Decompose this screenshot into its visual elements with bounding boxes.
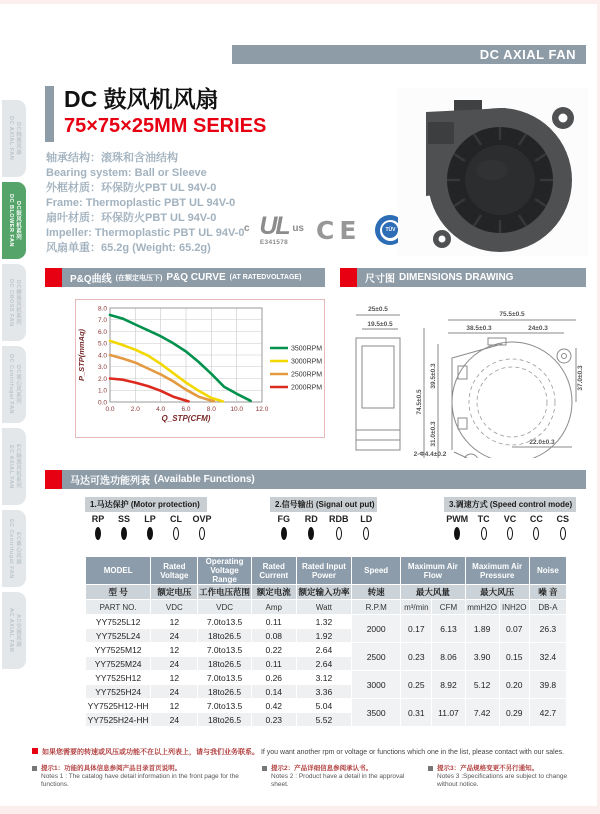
spec-line: 外框材质：环保防火PBT UL 94V-0 <box>46 182 217 194</box>
table-header-zh: 型 号 <box>86 585 150 599</box>
table-unit-header: R.P.M <box>352 600 400 614</box>
function-dot-cell <box>497 527 523 540</box>
title-accent-bar <box>45 86 54 142</box>
section-accent <box>340 268 357 287</box>
sidebar-tab-dc-centrifugal-fan[interactable] <box>2 346 26 423</box>
function-code-rdb: RDB <box>329 514 349 524</box>
table-cell-merged: 8.06 <box>432 643 464 670</box>
y-axis-tick: 7.0 <box>97 317 107 325</box>
table-cell-merged: 0.23 <box>401 643 431 670</box>
table-cell: YY7525H12-HH <box>87 700 149 711</box>
function-columns <box>270 512 380 527</box>
tab-label-zh: DC轴流风扇 <box>15 122 21 155</box>
dot-open-icon <box>336 527 342 540</box>
spec-line: Frame: Thermoplastic PBT UL 94V-0 <box>46 197 236 209</box>
table-cell: 7.0to13.5 <box>198 643 250 656</box>
dot-filled-icon <box>308 527 314 540</box>
table-cell-merged: 7.42 <box>466 699 499 726</box>
y-axis-tick: 3.0 <box>97 364 107 372</box>
ul-file-number: E341578 <box>259 239 289 246</box>
function-dots <box>444 527 576 540</box>
table-cell: 7.0to13.5 <box>198 671 250 684</box>
legend-label: 3500RPM <box>291 345 323 353</box>
ul-us-label: us <box>292 223 304 234</box>
tab-label-en: AC AXIAL FAN <box>8 608 14 653</box>
function-code-tc: TC <box>477 514 490 524</box>
title-block <box>45 86 266 142</box>
spec-line: 风扇单重：65.2g (Weight: 65.2g) <box>46 242 211 254</box>
table-cell: YY7525L12 <box>86 615 150 628</box>
table-cell-merged: 0.20 <box>500 671 529 698</box>
section-bar <box>357 268 586 287</box>
tab-label-en: DC AXIAL FAN <box>8 116 14 161</box>
table-unit-header: VDC <box>198 600 250 614</box>
sidebar-tab-ac-axial-fan[interactable] <box>2 592 26 669</box>
function-dot-cell <box>189 527 215 540</box>
note-en: Notes 1 : The catalog have detail information in the front page for the functions. <box>41 773 239 788</box>
function-code-ld: LD <box>360 514 373 524</box>
pq-curve-chart <box>75 299 325 438</box>
section-header-pq-curve <box>45 268 325 287</box>
legend-label: 2500RPM <box>291 371 323 379</box>
table-cell: 0.14 <box>252 685 296 698</box>
table-header-en: Rated Current <box>252 557 296 584</box>
ul-monogram: UL <box>259 212 289 240</box>
function-dot-cell <box>523 527 549 540</box>
dot-open-icon <box>199 527 205 540</box>
table-header-zh: 最大风压 <box>466 585 529 599</box>
function-dot-cell <box>325 527 353 540</box>
x-axis-tick: 4.0 <box>156 406 166 413</box>
section-header-dimensions <box>340 268 586 287</box>
function-code-vc: VC <box>503 514 517 524</box>
table-header-en: Rated Input Power <box>297 557 351 584</box>
table-cell: YY7525M24 <box>86 657 150 670</box>
dim-h2: 31.0±0.3 <box>430 421 437 447</box>
dim-height-left: 74.5±0.5 <box>416 389 423 415</box>
dot-filled-icon <box>281 527 287 540</box>
note-en: Notes 2 : Product have a detail in the approval sheet. <box>271 773 405 788</box>
dot-open-icon <box>560 527 566 540</box>
tab-label-en: DC BLOWER FAN <box>8 194 14 247</box>
pq-title-zh-sub: (在额定电压下) <box>115 274 163 282</box>
function-code-ovp: OVP <box>192 514 212 524</box>
table-cell: 12 <box>151 699 197 712</box>
table-cell-merged: 8.92 <box>432 671 464 698</box>
spec-line: Bearing system: Ball or Sleeve <box>46 167 207 179</box>
table-row <box>86 699 566 712</box>
tab-label-zh: DC鼓风机系列 <box>15 201 21 240</box>
table-header-en: MODEL <box>86 557 150 584</box>
tab-label-en: DC CROSS FAN <box>8 278 14 327</box>
table-cell-merged: 3.90 <box>466 643 499 670</box>
dim-w1: 38.5±0.3 <box>466 325 492 332</box>
certification-marks <box>246 214 405 246</box>
table-header-en: Maximum Air Flow <box>401 557 464 584</box>
table-cell-merged: 2000 <box>352 615 400 642</box>
tab-label-zh: DC横流风机系列 <box>15 280 21 325</box>
x-axis-tick: 8.0 <box>206 406 216 413</box>
table-cell: 24 <box>151 713 197 726</box>
function-dots <box>270 527 380 540</box>
ul-c-label: c <box>244 223 250 234</box>
dot-open-icon <box>363 527 369 540</box>
table-header-en: Rated Voltage <box>151 557 197 584</box>
table-cell: 0.08 <box>252 629 296 642</box>
table-cell-merged: 26.3 <box>530 615 566 642</box>
table-cell: YY7525H24 <box>86 685 150 698</box>
function-code-ss: SS <box>117 514 130 524</box>
table-cell-merged: 42.7 <box>530 699 566 726</box>
dim-title-en: DIMENSIONS DRAWING <box>399 272 514 283</box>
function-code-rp: RP <box>91 514 105 524</box>
y-axis-label: P_STP(mmAq) <box>77 328 86 382</box>
table-cell-merged: 0.29 <box>500 699 529 726</box>
table-cell-merged: 39.8 <box>530 671 566 698</box>
table-unit-header: DB-A <box>530 600 566 614</box>
function-group-title: 3.调速方式 (Speed control mode) <box>444 497 576 512</box>
tab-label-en: DC Centrifugal FAN <box>8 354 14 415</box>
table-header-zh: 额定电流 <box>252 585 296 599</box>
dim-title-zh: 尺寸图 <box>365 274 395 285</box>
dot-open-icon <box>533 527 539 540</box>
dim-h1: 39.5±0.3 <box>430 363 437 389</box>
section-bar <box>62 470 586 489</box>
dim-bottom-width: 22.0±0.3 <box>529 439 555 446</box>
gray-bullet-icon <box>32 766 37 771</box>
dim-w2: 24±0.3 <box>528 325 548 332</box>
tab-label-zh: EC离心风扇 <box>15 532 21 565</box>
gray-bullet-icon <box>262 766 267 771</box>
footer-contact-line <box>32 747 588 757</box>
table-cell: 1.92 <box>297 629 351 642</box>
function-dots <box>85 527 215 540</box>
table-cell: 0.11 <box>252 615 296 628</box>
function-code-rd: RD <box>304 514 318 524</box>
function-dot-cell <box>470 527 496 540</box>
table-unit-header: Amp <box>252 600 296 614</box>
table-unit-header: VDC <box>151 600 197 614</box>
y-axis-tick: 4.0 <box>97 352 107 360</box>
table-cell: 1.32 <box>297 615 351 628</box>
table-cell: 7.0to13.5 <box>198 699 250 712</box>
table-row <box>86 615 566 628</box>
contact-en: If you want another rpm or voltage or functions which one in the list, please contact with our sales. <box>260 749 565 756</box>
series-title: 75×75×25MM SERIES <box>64 115 267 137</box>
dim-total-width: 75.5±0.5 <box>499 311 525 318</box>
table-cell: 0.23 <box>252 713 296 726</box>
function-code-cs: CS <box>556 514 570 524</box>
spec-line: Impeller: Thermoplastic PBT UL 94V-0 <box>46 227 245 239</box>
function-dot-cell <box>444 527 470 540</box>
table-cell: 24 <box>151 685 197 698</box>
y-axis-tick: 6.0 <box>97 328 107 336</box>
table-header-en: Operating Voltage Range <box>198 557 250 584</box>
table-cell-merged: 32.4 <box>530 643 566 670</box>
table-cell: 12 <box>151 643 197 656</box>
y-axis-tick: 2.0 <box>97 375 107 383</box>
dot-filled-icon <box>121 527 127 540</box>
table-cell: 12 <box>151 615 197 628</box>
dot-open-icon <box>507 527 513 540</box>
function-group-speed-control <box>444 497 576 540</box>
table-cell: 3.12 <box>297 671 351 684</box>
dot-filled-icon <box>95 527 101 540</box>
table-cell: 5.52 <box>297 713 351 726</box>
pq-chart-svg <box>76 300 324 436</box>
dim-side-width: 25±0.5 <box>368 306 388 313</box>
table-cell: YY7525H24-HH <box>87 714 149 725</box>
sidebar-tab-ec-axial-fan[interactable] <box>2 428 26 505</box>
table-header-zh: 最大风量 <box>401 585 464 599</box>
table-header-zh: 额定电压 <box>151 585 197 599</box>
function-code-fg: FG <box>277 514 290 524</box>
table-cell: 24 <box>151 657 197 670</box>
sidebar-tab-dc-axial-fan[interactable] <box>2 100 26 177</box>
note-zh: 提示1：功能的具体信息参阅产品目录首页说明。 <box>41 765 182 772</box>
ul-certification-icon <box>246 214 302 246</box>
page-title: DC 鼓风机风扇 <box>64 86 219 112</box>
gray-bullet-icon <box>428 766 433 771</box>
function-group-motor-protection <box>85 497 215 540</box>
function-code-cl: CL <box>170 514 182 524</box>
function-dot-cell <box>353 527 381 540</box>
product-photo <box>398 88 588 256</box>
specification-table <box>85 556 567 727</box>
function-dot-cell <box>270 527 298 540</box>
table-header-en: Speed <box>352 557 400 584</box>
table-cell: 0.11 <box>252 657 296 670</box>
table-cell-merged: 6.13 <box>432 615 464 642</box>
y-axis-tick: 0.0 <box>97 399 107 407</box>
table-cell-merged: 0.25 <box>401 671 431 698</box>
table-cell: 0.42 <box>252 699 296 712</box>
tab-label-zh: EC轴流风机系列 <box>15 444 21 489</box>
dimension-svg <box>340 300 586 458</box>
table-cell-merged: 3500 <box>352 699 400 726</box>
function-group-signal-output <box>270 497 380 540</box>
spec-line: 扇叶材质：环保防火PBT UL 94V-0 <box>46 212 217 224</box>
table-header-zh: 额定输入功率 <box>298 587 350 597</box>
function-columns <box>85 512 215 527</box>
y-axis-tick: 5.0 <box>97 340 107 348</box>
note-en: Notes 3 :Specifications are subject to change without notice. <box>437 773 568 788</box>
func-title-zh: 马达可选功能列表 <box>70 476 150 487</box>
spec-list <box>46 151 244 256</box>
function-group-title: 2.信号输出 (Signal out put) <box>270 497 377 512</box>
red-bullet-icon <box>32 748 38 754</box>
x-axis-tick: 0.0 <box>105 406 115 413</box>
sidebar-tab-dc-blower-fan[interactable] <box>2 182 26 259</box>
section-header-functions <box>45 470 586 489</box>
section-accent <box>45 470 62 489</box>
page-header-category: DC AXIAL FAN <box>232 45 586 64</box>
function-dot-cell <box>111 527 137 540</box>
note-zh: 提示3：产品规格变更不另行通知。 <box>437 765 539 772</box>
function-group-title: 1.马达保护 (Motor protection) <box>85 497 207 512</box>
table-header-zh: 噪 音 <box>530 585 566 599</box>
contact-zh: 如果您需要的转速或风压或功能不在以上列表上，请与我们业务联系。 <box>42 749 259 756</box>
blower-fan-image <box>398 88 588 256</box>
table-cell: YY7525L24 <box>86 629 150 642</box>
legend-label: 3000RPM <box>291 358 323 366</box>
footer-note <box>428 765 588 789</box>
x-axis-tick: 10.0 <box>230 406 243 413</box>
function-code-cc: CC <box>529 514 543 524</box>
dot-filled-icon <box>147 527 153 540</box>
table-cell-merged: 0.07 <box>500 615 529 642</box>
sidebar-nav <box>2 100 28 674</box>
table-cell-merged: 0.15 <box>500 643 529 670</box>
table-cell: 5.04 <box>297 699 351 712</box>
x-axis-tick: 12.0 <box>255 406 269 413</box>
x-axis-tick: 2.0 <box>130 406 140 413</box>
table-header-zh: 工作电压范围 <box>199 587 251 597</box>
tab-label-en: EC Centrifugal FAN <box>8 518 14 579</box>
legend-label: 2000RPM <box>291 384 323 392</box>
footer-note <box>262 765 422 789</box>
table-row <box>86 671 566 684</box>
dim-holes: 2-Φ4.4±0.2 <box>413 451 447 458</box>
table-cell: 18to26.5 <box>198 657 250 670</box>
table-unit-header: PART NO. <box>86 600 150 614</box>
dim-height-right: 37.0±0.3 <box>577 365 584 391</box>
x-axis-label: Q_STP(CFM) <box>161 414 211 423</box>
function-dot-cell <box>85 527 111 540</box>
table-cell-merged: 3000 <box>352 671 400 698</box>
pq-title-en: P&Q CURVE <box>166 272 226 283</box>
dot-open-icon <box>481 527 487 540</box>
table-cell: YY7525H12 <box>86 671 150 684</box>
table-header-zh: 转速 <box>352 585 400 599</box>
tab-label-en: EC AXIAL FAN <box>8 444 14 489</box>
table-cell-merged: 0.17 <box>401 615 431 642</box>
sidebar-tab-ec-centrifugal-fan[interactable] <box>2 510 26 587</box>
dimensions-drawing <box>340 300 586 458</box>
table-cell: 12 <box>151 671 197 684</box>
series-3500rpm <box>110 315 251 401</box>
dot-open-icon <box>173 527 179 540</box>
table-cell: 2.64 <box>297 643 351 656</box>
table-header-en: Maximum Air Pressure <box>466 557 529 584</box>
table-cell: 24 <box>151 629 197 642</box>
x-axis-tick: 6.0 <box>181 406 191 413</box>
table-unit-header: mmH2O <box>466 600 499 614</box>
note-zh: 提示2：产品详细信息参阅承认书。 <box>271 765 373 772</box>
table-cell-merged: 2500 <box>352 643 400 670</box>
table-cell: 0.22 <box>252 643 296 656</box>
function-dot-cell <box>550 527 576 540</box>
function-code-lp: LP <box>144 514 156 524</box>
table-cell: 3.36 <box>297 685 351 698</box>
table-header-en: Noise <box>530 557 566 584</box>
tuv-label: TÜV <box>382 222 398 238</box>
tab-label-zh: AC交流风扇 <box>15 614 21 647</box>
table-cell-merged: 0.31 <box>401 699 431 726</box>
table-row <box>86 643 566 656</box>
function-dot-cell <box>298 527 326 540</box>
section-accent <box>45 268 62 287</box>
function-dot-cell <box>163 527 189 540</box>
tab-label-zh: DC离心风系列 <box>15 365 21 404</box>
dim-side-inner: 19.5±0.5 <box>367 321 393 328</box>
pq-title-zh: P&Q曲线 <box>70 274 112 285</box>
table-unit-header: m³/min <box>401 600 431 614</box>
y-axis-tick: 8.0 <box>97 305 107 313</box>
table-cell: YY7525M12 <box>86 643 150 656</box>
page-edge-bottom <box>0 806 600 814</box>
sidebar-tab-dc-cross-fan[interactable] <box>2 264 26 341</box>
table-unit-header: CFM <box>432 600 464 614</box>
table-cell: 7.0to13.5 <box>198 615 250 628</box>
footer-note <box>32 765 262 789</box>
table-cell: 18to26.5 <box>198 629 250 642</box>
table-cell-merged: 5.12 <box>466 671 499 698</box>
dot-filled-icon <box>454 527 460 540</box>
table-cell: 0.26 <box>252 671 296 684</box>
table-cell: 18to26.5 <box>198 713 250 726</box>
func-title-en: (Available Functions) <box>154 474 255 485</box>
pq-title-en-sub: (AT RATEDVOLTAGE) <box>229 274 302 281</box>
table-unit-header: INH2O <box>500 600 529 614</box>
function-columns <box>444 512 576 527</box>
function-dot-cell <box>137 527 163 540</box>
ce-mark-icon: CE <box>316 215 362 245</box>
table-cell: 18to26.5 <box>198 685 250 698</box>
y-axis-tick: 1.0 <box>97 387 107 395</box>
function-code-pwm: PWM <box>446 514 469 524</box>
table-unit-header: Watt <box>297 600 351 614</box>
section-bar <box>62 268 325 287</box>
table-cell-merged: 1.89 <box>466 615 499 642</box>
page-edge-top <box>0 0 600 4</box>
table-cell: 2.64 <box>297 657 351 670</box>
table-cell-merged: 11.07 <box>432 699 464 726</box>
spec-line: 轴承结构：滚珠和含油结构 <box>46 152 178 164</box>
